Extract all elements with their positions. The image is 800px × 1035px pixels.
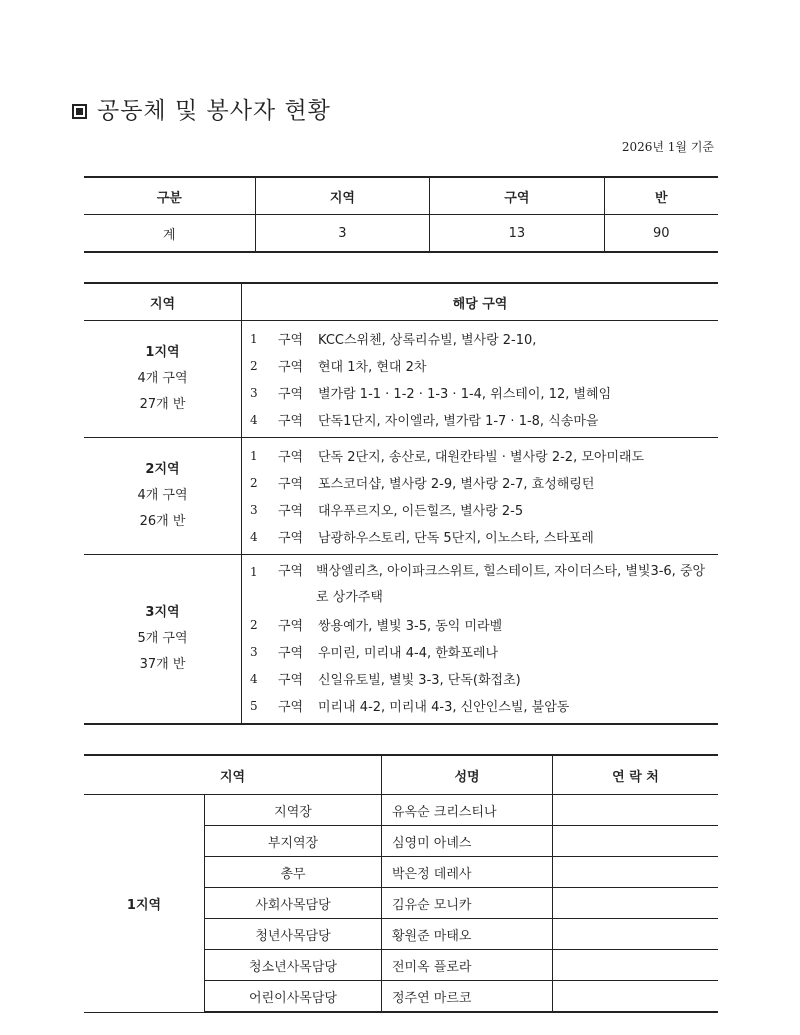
zone-item (250, 496, 718, 523)
zone-number: 3 (250, 644, 258, 659)
zone-item (250, 469, 718, 496)
summary-table (84, 176, 718, 253)
zone-number: 3 (250, 385, 258, 400)
zone-word: 구역 (278, 360, 304, 375)
zone-word: 구역 (278, 333, 304, 348)
zone-word: 구역 (278, 700, 304, 715)
region-name: 1지역 (145, 345, 180, 360)
zone-list (242, 555, 719, 725)
zone-desc: 백상엘리츠, 아이파크스위트, 힐스테이트, 자이더스타, 별빛3-6, 중앙로 상가주택 (316, 564, 706, 605)
volunteer-name: 전미옥 플로라 (382, 950, 553, 981)
zone-desc: 쌍용예가, 별빛 3-5, 동익 미라벨 (318, 619, 503, 634)
volunteer-contact (553, 919, 719, 950)
zone-desc: 단독1단지, 자이엘라, 별가람 1-7 · 1-8, 식송마을 (318, 414, 599, 429)
volunteers-header-contact: 연 락 처 (553, 755, 719, 795)
volunteer-role: 청소년사목담당 (205, 950, 382, 981)
region-group-3 (84, 555, 718, 725)
zone-number: 4 (250, 671, 258, 686)
volunteer-name: 심영미 아녜스 (382, 826, 553, 857)
zones-header-region: 지역 (84, 283, 242, 321)
volunteer-name: 김유순 모니카 (382, 888, 553, 919)
summary-total-row (84, 215, 718, 253)
zone-word: 구역 (278, 619, 304, 634)
zone-number: 1 (250, 331, 258, 346)
region-zone-count: 4개 구역 (137, 488, 188, 503)
volunteer-role: 총무 (205, 857, 382, 888)
zone-desc: 남광하우스토리, 단독 5단지, 이노스타, 스타포레 (318, 531, 594, 546)
zone-item (250, 406, 718, 433)
volunteer-name: 박은정 데레사 (382, 857, 553, 888)
summary-header-zone: 구역 (430, 177, 604, 215)
zone-word: 구역 (278, 531, 304, 546)
volunteer-role: 지역장 (205, 795, 382, 826)
zone-item (250, 611, 718, 638)
region-zone-count: 5개 구역 (137, 631, 188, 646)
zone-word: 구역 (278, 504, 304, 519)
zone-item (250, 325, 718, 352)
volunteer-role: 사회사목담당 (205, 888, 382, 919)
zone-number: 2 (250, 475, 258, 490)
region-cell (84, 438, 242, 555)
zone-desc: 현대 1차, 현대 2차 (318, 360, 427, 375)
zone-number: 1 (250, 448, 258, 463)
volunteers-table (84, 754, 718, 1013)
region-zone-count: 4개 구역 (137, 371, 188, 386)
region-group-1 (84, 321, 718, 438)
zones-header-zones: 해당 구역 (242, 283, 719, 321)
zone-number: 4 (250, 529, 258, 544)
volunteers-region: 1지역 (84, 795, 205, 1013)
zone-item (250, 559, 718, 611)
region-ban-count: 37개 반 (139, 657, 186, 672)
page-title (72, 92, 331, 125)
zones-table (84, 282, 718, 725)
summary-header-ban: 반 (604, 177, 718, 215)
region-cell (84, 555, 242, 725)
volunteer-row (84, 795, 718, 826)
zone-desc: 단독 2단지, 송산로, 대원칸타빌 · 별사랑 2-2, 모아미래도 (318, 450, 645, 465)
summary-total-zones: 13 (430, 215, 604, 253)
zones-header-row (84, 283, 718, 321)
zone-item (250, 665, 718, 692)
volunteer-contact (553, 981, 719, 1013)
zone-word: 구역 (278, 646, 304, 661)
zone-number: 2 (250, 617, 258, 632)
zone-item (250, 638, 718, 665)
volunteer-contact (553, 795, 719, 826)
volunteer-role: 청년사목담당 (205, 919, 382, 950)
as-of-date: 2026년 1월 기준 (621, 140, 714, 154)
volunteer-role: 부지역장 (205, 826, 382, 857)
zone-desc: 우미린, 미리내 4-4, 한화포레나 (318, 646, 499, 661)
volunteer-role: 어린이사목담당 (205, 981, 382, 1013)
zone-number: 1 (250, 565, 258, 579)
zone-desc: 신일유토빌, 별빛 3-3, 단독(화접초) (318, 673, 521, 688)
volunteers-header-row (84, 755, 718, 795)
zone-item (250, 523, 718, 550)
zone-word: 구역 (278, 477, 304, 492)
volunteer-contact (553, 826, 719, 857)
volunteer-name: 황원준 마태오 (382, 919, 553, 950)
summary-total-regions: 3 (255, 215, 429, 253)
zone-number: 2 (250, 358, 258, 373)
zone-desc: 별가람 1-1 · 1-2 · 1-3 · 1-4, 위스테이, 12, 별혜임 (318, 387, 612, 402)
zone-number: 4 (250, 412, 258, 427)
zone-list (242, 438, 719, 555)
volunteer-contact (553, 950, 719, 981)
zone-number: 5 (250, 698, 258, 713)
zone-number: 3 (250, 502, 258, 517)
region-name: 3지역 (145, 605, 180, 620)
summary-header-row (84, 177, 718, 215)
volunteer-contact (553, 888, 719, 919)
zone-word: 구역 (278, 450, 304, 465)
zone-desc: 포스코더샵, 별사랑 2-9, 별사랑 2-7, 효성해링턴 (318, 477, 595, 492)
zone-item (250, 379, 718, 406)
summary-header-region: 지역 (255, 177, 429, 215)
black-square-icon (72, 104, 87, 119)
summary-total-bans: 90 (604, 215, 718, 253)
zone-word: 구역 (278, 387, 304, 402)
region-cell (84, 321, 242, 438)
zone-word: 구역 (278, 414, 304, 429)
zone-word: 구역 (278, 564, 304, 579)
zone-item (250, 692, 718, 719)
volunteers-header-region: 지역 (84, 755, 382, 795)
zone-item (250, 442, 718, 469)
zone-desc: 미리내 4-2, 미리내 4-3, 신안인스빌, 불암동 (318, 700, 570, 715)
summary-header-category: 구분 (84, 177, 255, 215)
volunteer-name: 유옥순 크리스티나 (382, 795, 553, 826)
region-ban-count: 27개 반 (139, 397, 186, 412)
region-name: 2지역 (145, 462, 180, 477)
volunteer-name: 정주연 마르코 (382, 981, 553, 1013)
zone-item (250, 352, 718, 379)
zone-word: 구역 (278, 673, 304, 688)
region-group-2 (84, 438, 718, 555)
zone-desc: KCC스위첸, 상록리슈빌, 별사랑 2-10, (318, 333, 537, 348)
volunteer-contact (553, 857, 719, 888)
region-ban-count: 26개 반 (139, 514, 186, 529)
summary-total-label: 계 (163, 227, 176, 243)
zone-desc: 대우푸르지오, 이든힐즈, 별사랑 2-5 (318, 504, 524, 519)
zone-list (242, 321, 719, 438)
volunteers-header-name: 성명 (382, 755, 553, 795)
page-title-text: 공동체 및 봉사자 현황 (97, 98, 331, 124)
